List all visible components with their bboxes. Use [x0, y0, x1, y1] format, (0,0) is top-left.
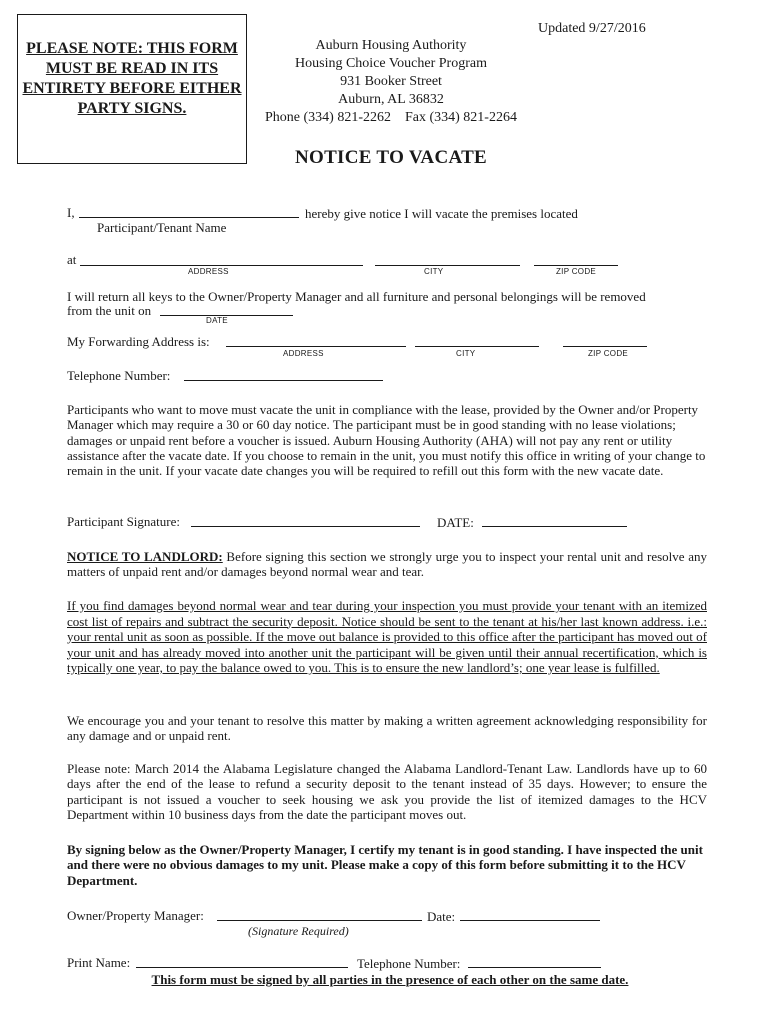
landlord-heading: NOTICE TO LANDLORD: [67, 549, 223, 564]
updated-date: Updated 9/27/2016 [538, 21, 646, 36]
address-caption: ADDRESS [188, 267, 229, 276]
participant-signature-label: Participant Signature: [67, 514, 181, 529]
telephone-field[interactable] [184, 380, 383, 381]
law-paragraph: Please note: March 2014 the Alabama Legislature changed the Alabama Landlord-Tenant Law. Landlords have up to 60 days after the end of the lease to refund a security deposit to the tenant instead of 35 days. However; to ensure the participant is not issued a voucher to seek housing we ask you provide the list of itemized damages to the HCV Department within 10 business days from the date the participant moves out. [67, 761, 707, 822]
page-title: NOTICE TO VACATE [294, 147, 488, 168]
tenant-prefix: I, [67, 205, 75, 220]
date-caption: DATE [206, 316, 228, 325]
landlord-notice [67, 549, 707, 580]
owner-telephone-label: Telephone Number: [357, 956, 461, 971]
city-caption: CITY [424, 267, 444, 276]
agency-program: Housing Choice Voucher Program [295, 56, 487, 71]
owner-date-field[interactable] [460, 920, 600, 921]
tenant-name-field[interactable] [79, 217, 299, 218]
vacate-statement: hereby give notice I will vacate the premises located [305, 206, 578, 221]
footer-notice: This form must be signed by all parties in the presence of each other on the same date. [151, 972, 629, 987]
forwarding-label: My Forwarding Address is: [67, 334, 210, 349]
vacate-address-field[interactable] [80, 265, 363, 266]
vacate-city-field[interactable] [375, 265, 520, 266]
print-name-label: Print Name: [67, 955, 131, 970]
forwarding-zip-caption: ZIP CODE [588, 349, 629, 358]
participant-date-label: DATE: [437, 515, 474, 530]
notice-text: PLEASE NOTE: THIS FORM MUST BE READ IN ITS ENTIRETY BEFORE EITHER PARTY SIGNS. [22, 40, 242, 117]
damages-paragraph: If you find damages beyond normal wear and tear during your inspection you must provide your tenant with an itemized cost list of repairs and subtract the security deposit. Notice should be sent to the tenant at his/her last known address. i.e.: your rental unit as soon as possible. If the move out balance is provided to this office after the participant has moved out of your unit and has already moved into another unit the participant will be given until their annual recertification, which is typically one year, to pay the balance owed to you. This is to ensure the new landlord’s; one year lease is fulfilled. [67, 598, 707, 675]
owner-telephone-field[interactable] [468, 967, 601, 968]
print-name-field[interactable] [136, 967, 348, 968]
zip-caption: ZIP CODE [556, 267, 597, 276]
signature-required-caption: (Signature Required) [248, 924, 349, 938]
vacate-zip-field[interactable] [534, 265, 618, 266]
read-entirety-notice [17, 14, 247, 164]
tenant-name-caption: Participant/Tenant Name [97, 220, 227, 235]
participant-date-field[interactable] [482, 526, 627, 527]
participant-paragraph: Participants who want to move must vacate the unit in compliance with the lease, provided by the Owner and/or Property Manager which may require a 30 or 60 day notice. The participant must be in good standing with no lease violations; damages or unpaid rent before a voucher is issued. Auburn Housing Authority (AHA) will not pay any rent or utility assistance after the vacate date. If you choose to remain in the unit, you must notify this office in writing of your change to remain in the unit. If your vacate date changes you will be required to refill out this form with the new vacate date. [67, 402, 706, 479]
forwarding-city-field[interactable] [415, 346, 539, 347]
encourage-paragraph: We encourage you and your tenant to resolve this matter by making a written agreement acknowledging responsibility for any damage and or unpaid rent. [67, 713, 707, 744]
agency-phone-fax: Phone (334) 821-2262 Fax (334) 821-2264 [265, 110, 517, 125]
forwarding-city-caption: CITY [456, 349, 476, 358]
agency-street: 931 Booker Street [340, 74, 442, 89]
keys-text: I will return all keys to the Owner/Property Manager and all furniture and personal belongings will be removed [67, 289, 646, 304]
forwarding-address-caption: ADDRESS [283, 349, 324, 358]
telephone-label: Telephone Number: [67, 368, 171, 383]
keys-from-label: from the unit on [67, 303, 152, 318]
agency-header [250, 37, 532, 127]
agency-name: Auburn Housing Authority [315, 38, 467, 53]
participant-signature-field[interactable] [191, 526, 420, 527]
owner-label: Owner/Property Manager: [67, 908, 204, 923]
at-label: at [67, 252, 77, 267]
owner-signature-field[interactable] [217, 920, 422, 921]
owner-date-label: Date: [427, 909, 456, 924]
certify-paragraph: By signing below as the Owner/Property Manager, I certify my tenant is in good standing. I have inspected the unit and there were no obvious damages to my unit. Please make a copy of this form before submitting it to the HCV Department. [67, 842, 703, 888]
forwarding-zip-field[interactable] [563, 346, 647, 347]
agency-city: Auburn, AL 36832 [338, 92, 444, 107]
forwarding-address-field[interactable] [226, 346, 406, 347]
landlord-intro: Before signing this section we strongly urge you to inspect your rental unit and resolve any matters of unpaid rent and/or damages beyond normal wear and tear. [67, 549, 707, 580]
